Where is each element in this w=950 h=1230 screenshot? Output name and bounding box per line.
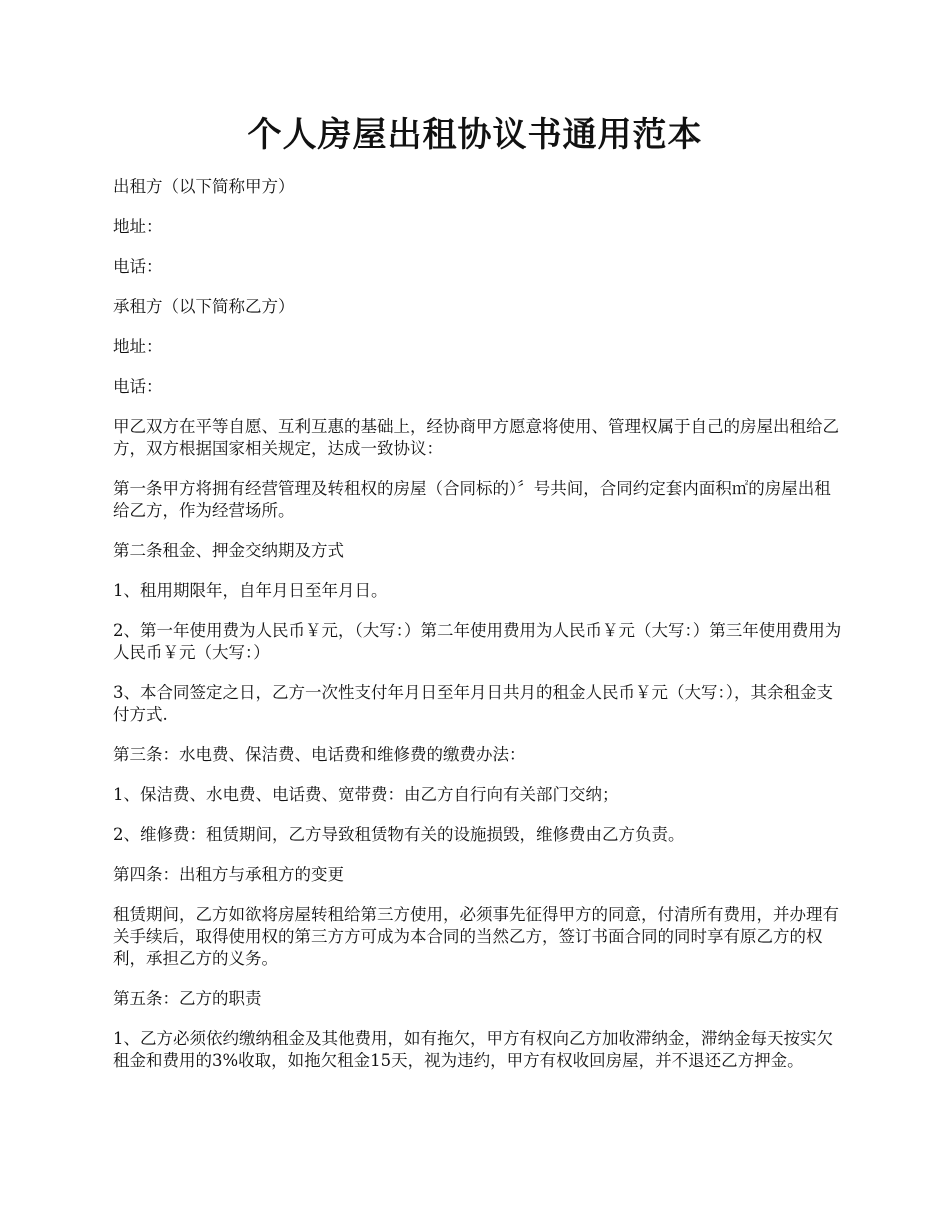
lessee-address: 地址： [113,337,163,356]
article-2-heading: 第二条租金、押金交纳期及方式 [113,541,344,560]
article-4-paragraph: 租赁期间，乙方如欲将房屋转租给第三方使用，必须事先征得甲方的同意，付清所有费用，并办理有关手续后，取得使用权的第三方方可成为本合同的当然乙方，签订书面合同的同时享有原乙方的权利，承担乙方的义务。 [113,905,839,968]
lessor-heading: 出租方（以下简称甲方） [113,177,295,196]
article-2-item-3: 3、本合同签定之日，乙方一次性支付年月日至年月日共月的租金人民币￥元（大写：），其余租金支付方式. [113,683,833,724]
preamble-paragraph: 甲乙双方在平等自愿、互利互惠的基础上，经协商甲方愿意将使用、管理权属于自己的房屋出租给乙方，双方根据国家相关规定，达成一致协议： [113,417,839,458]
article-1-paragraph: 第一条甲方将拥有经营管理及转租权的房屋（合同标的）〞号共间，合同约定套内面积㎡的房屋出租给乙方，作为经营场所。 [113,479,831,520]
lessor-address: 地址： [113,217,163,236]
article-2-item-1: 1、租用期限年，自年月日至年月日。 [113,581,388,600]
article-3-item-2: 2、维修费：租赁期间，乙方导致租赁物有关的设施损毁，维修费由乙方负责。 [113,825,685,844]
document-title: 个人房屋出租协议书通用范本 [247,115,703,155]
lessee-phone: 电话： [113,377,163,396]
article-4-heading: 第四条：出租方与承租方的变更 [113,865,344,884]
lessee-heading: 承租方（以下简称乙方） [113,297,295,316]
article-5-item-1: 1、乙方必须依约缴纳租金及其他费用，如有拖欠，甲方有权向乙方加收滞纳金，滞纳金每天按实欠租金和费用的3%收取，如拖欠租金15天，视为违约，甲方有权收回房屋，并不退还乙方押金。 [113,1029,833,1070]
document-body [113,176,843,1090]
article-5-heading: 第五条：乙方的职责 [113,989,262,1008]
lessor-phone: 电话： [113,257,163,276]
article-3-heading: 第三条：水电费、保洁费、电话费和维修费的缴费办法： [113,745,526,764]
article-3-item-1: 1、保洁费、水电费、电话费、宽带费：由乙方自行向有关部门交纳； [113,785,619,804]
article-2-item-2: 2、第一年使用费为人民币￥元，（大写：）第二年使用费用为人民币￥元（大写：）第三年使用费用为人民币￥元（大写：） [113,621,842,662]
